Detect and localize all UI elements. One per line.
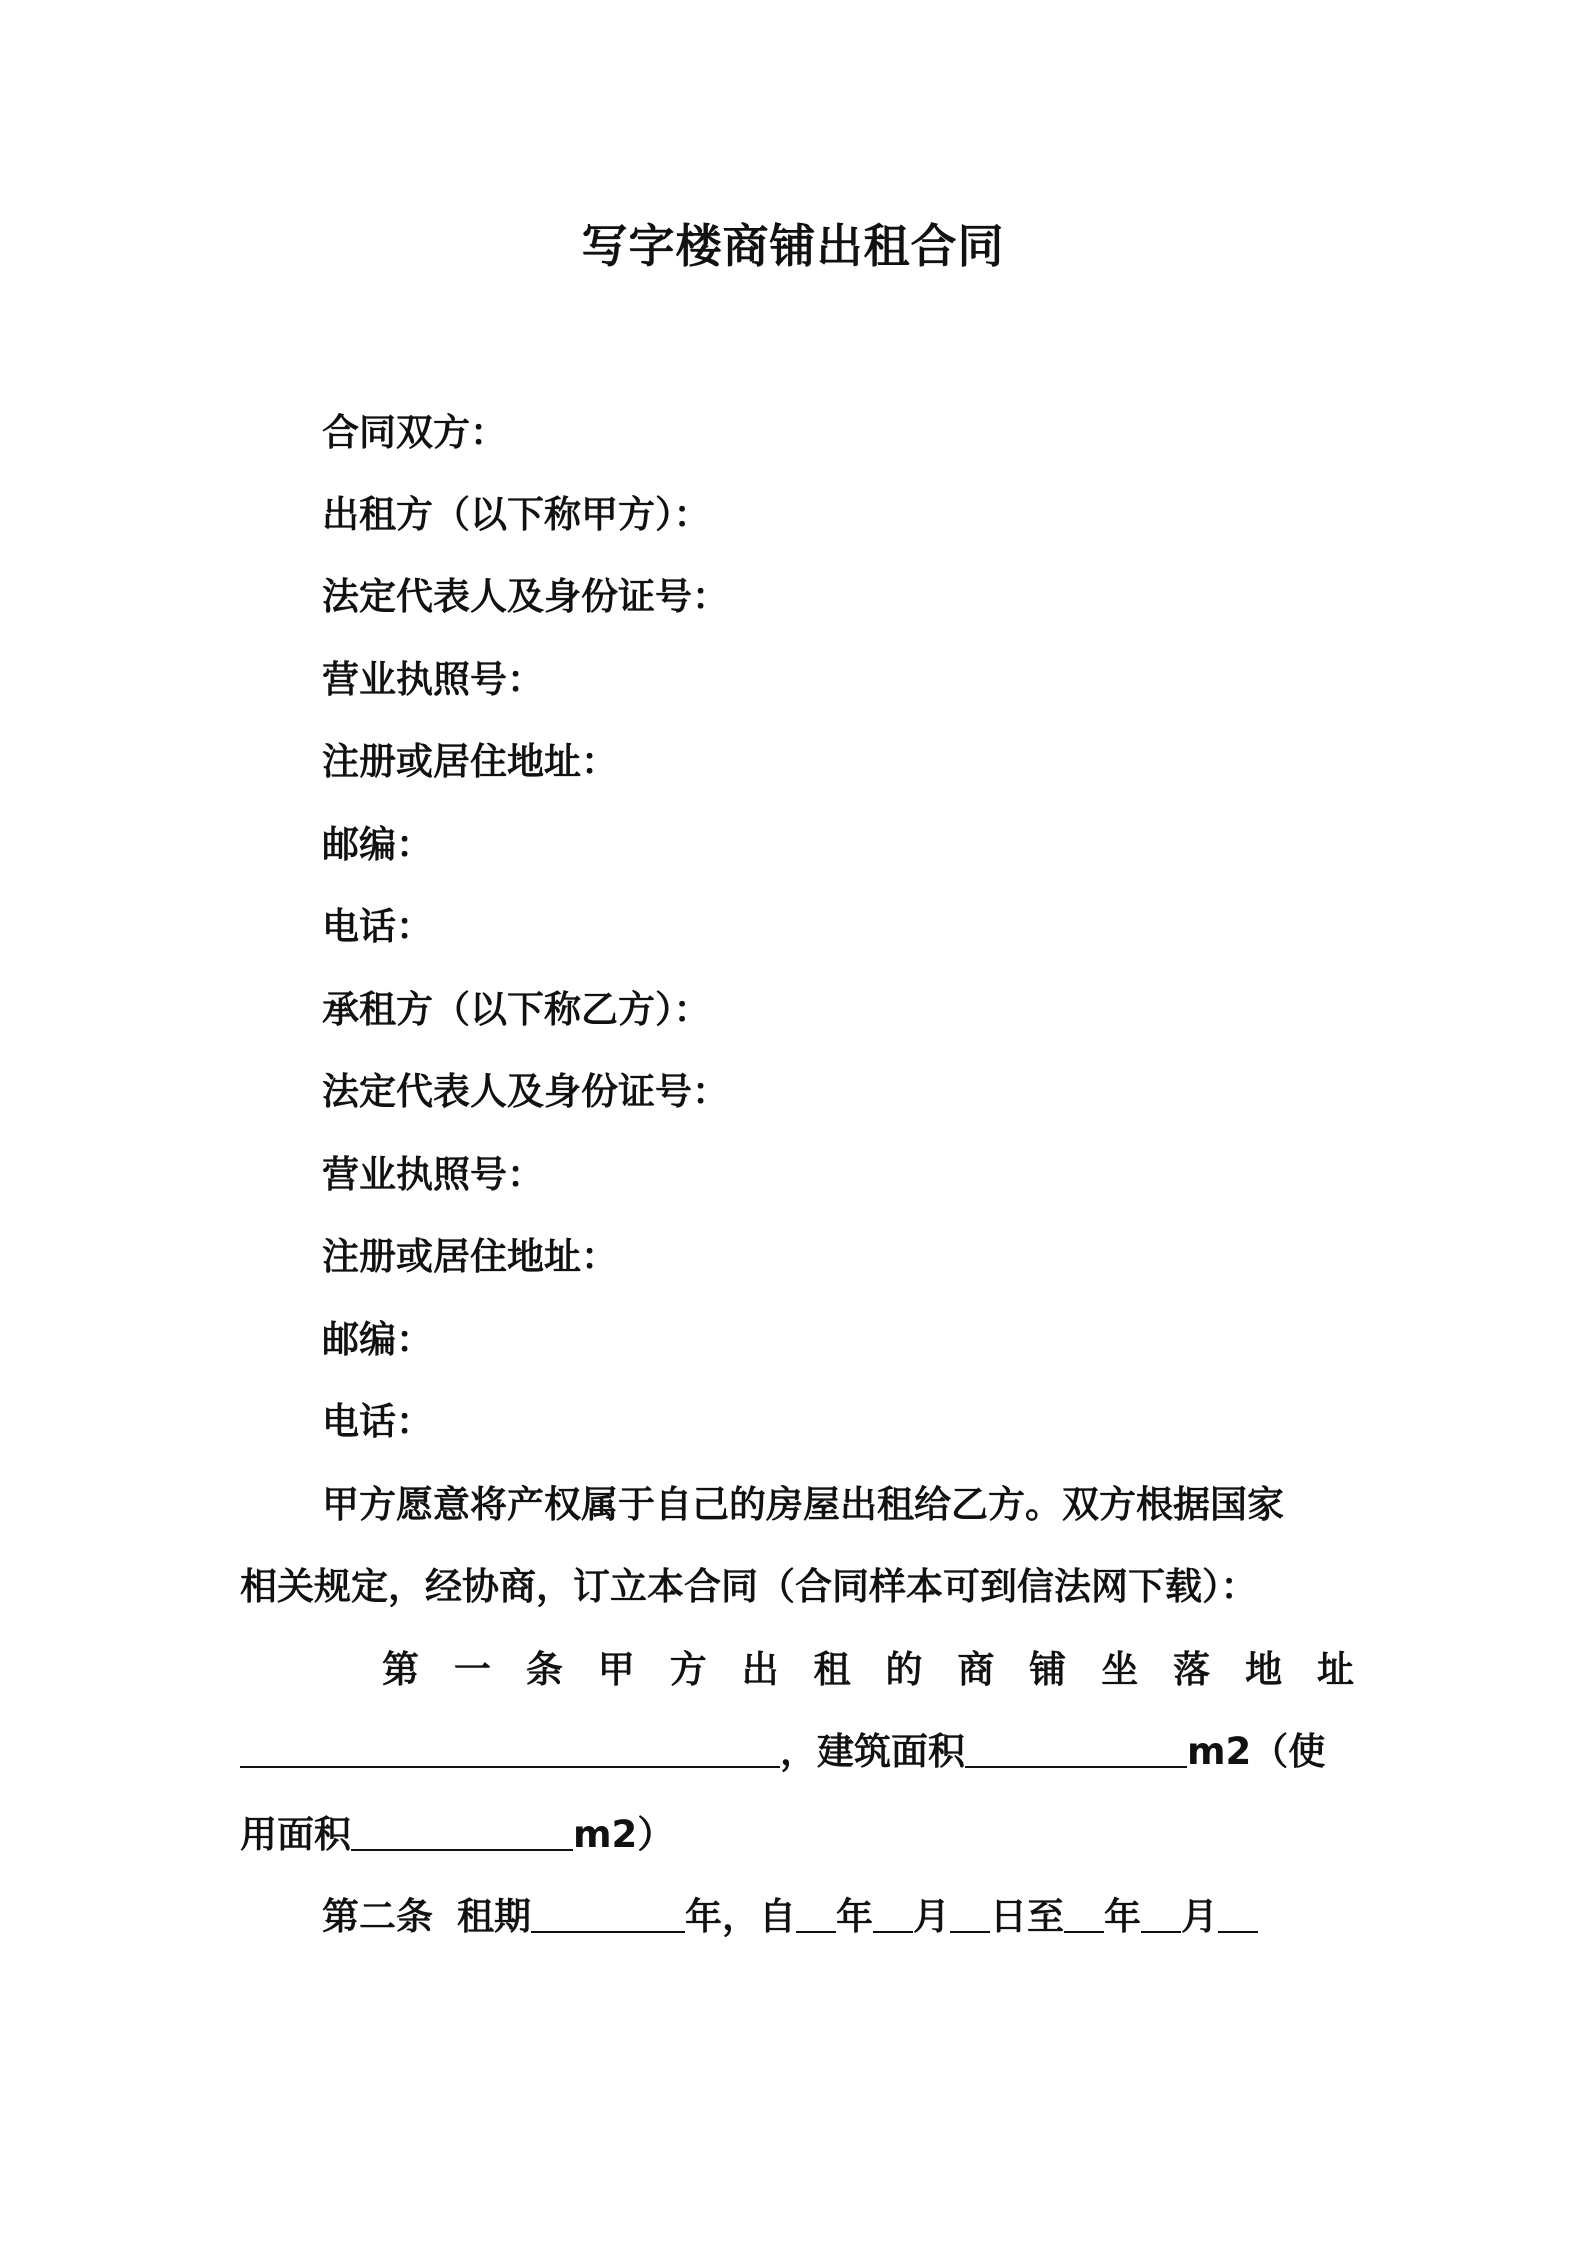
lessee-legal-rep-label: 法定代表人及身份证号： <box>322 1070 729 1113</box>
lessee-postcode-label: 邮编： <box>322 1318 433 1361</box>
term-year-unit: 年，自 <box>685 1895 796 1938</box>
parties-heading: 合同双方： <box>322 411 507 454</box>
article-1-char: 落 <box>1173 1648 1211 1691</box>
article-1-char: 的 <box>885 1648 923 1691</box>
document-title: 写字楼商铺出租合同 <box>581 219 1005 273</box>
article-1-char: 址 <box>1316 1648 1354 1691</box>
lessor-phone-label: 电话： <box>322 905 433 948</box>
article-1-char: 铺 <box>1029 1648 1067 1691</box>
building-area-blank[interactable] <box>965 1730 1187 1768</box>
address-blank[interactable] <box>240 1730 780 1768</box>
article-1-char: 出 <box>741 1648 779 1691</box>
lessor-heading: 出租方（以下称甲方）： <box>322 493 711 536</box>
article-1-char: 租 <box>813 1648 851 1691</box>
article-1-char: 地 <box>1245 1648 1283 1691</box>
end-year-blank[interactable] <box>1064 1895 1104 1933</box>
article-1-char: 甲 <box>597 1648 635 1691</box>
lessee-phone-label: 电话： <box>322 1400 433 1443</box>
usable-area-label: 用面积 <box>240 1813 351 1856</box>
end-year-unit: 年 <box>1104 1895 1141 1938</box>
start-month-unit: 月 <box>913 1895 950 1938</box>
term-label: 租期 <box>457 1895 531 1938</box>
article-1-line-1 <box>240 1645 1354 1695</box>
article-2-line-1 <box>240 1892 1354 1942</box>
lessor-license-label: 营业执照号： <box>322 658 544 701</box>
usable-area-unit: m2） <box>573 1813 675 1856</box>
start-day-to: 日至 <box>990 1895 1064 1938</box>
article-1-char: 商 <box>957 1648 995 1691</box>
term-years-blank[interactable] <box>531 1895 685 1933</box>
article-1-char: 方 <box>669 1648 707 1691</box>
start-year-unit: 年 <box>836 1895 873 1938</box>
end-day-blank[interactable] <box>1218 1895 1258 1933</box>
article-1-char: 条 <box>525 1648 563 1691</box>
lessor-legal-rep-label: 法定代表人及身份证号： <box>322 575 729 618</box>
lessee-license-label: 营业执照号： <box>322 1153 544 1196</box>
lessee-heading: 承租方（以下称乙方）： <box>322 988 711 1031</box>
lessor-address-label: 注册或居住地址： <box>322 740 618 783</box>
building-area-unit: m2（使 <box>1187 1730 1326 1773</box>
article-1-line-3 <box>240 1810 1354 1860</box>
article-2-label: 第二条 <box>322 1895 433 1938</box>
usable-area-blank[interactable] <box>351 1813 573 1851</box>
lessee-address-label: 注册或居住地址： <box>322 1235 618 1278</box>
intro-line-2: 相关规定，经协商，订立本合同（合同样本可到信法网下载）： <box>240 1565 1258 1608</box>
start-month-blank[interactable] <box>873 1895 913 1933</box>
article-1-char: 第 <box>382 1648 419 1691</box>
start-day-blank[interactable] <box>950 1895 990 1933</box>
end-month-unit: 月 <box>1181 1895 1218 1938</box>
intro-line-1: 甲方愿意将产权属于自己的房屋出租给乙方。双方根据国家 <box>322 1483 1284 1526</box>
article-1-line-2 <box>240 1727 1354 1777</box>
article-1-char: 一 <box>453 1648 491 1691</box>
start-year-blank[interactable] <box>796 1895 836 1933</box>
lessor-postcode-label: 邮编： <box>322 823 433 866</box>
end-month-blank[interactable] <box>1141 1895 1181 1933</box>
building-area-label: ，建筑面积 <box>780 1730 965 1773</box>
article-1-char: 坐 <box>1101 1648 1139 1691</box>
